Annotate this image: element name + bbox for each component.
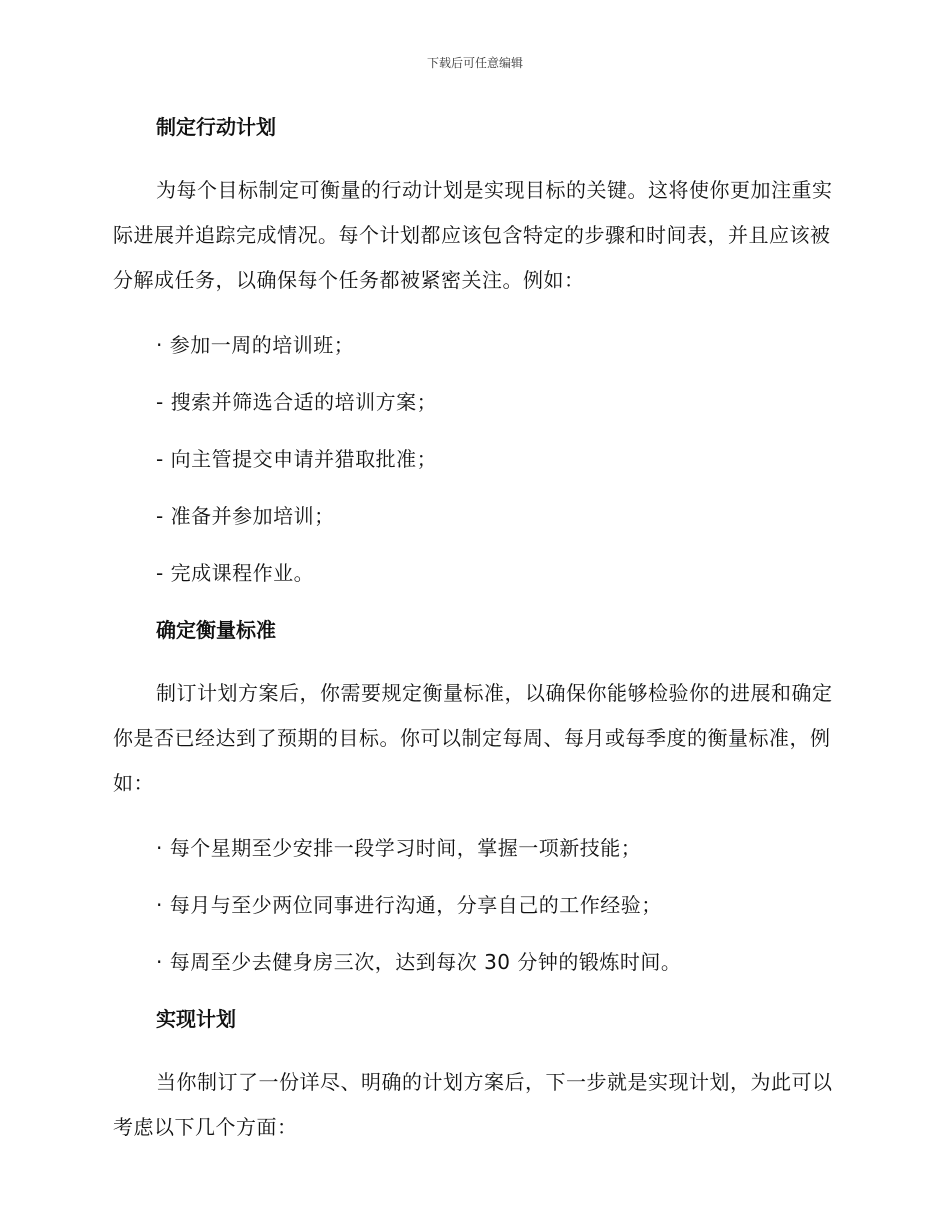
section-paragraph-implement: 当你制订了一份详尽、明确的计划方案后，下一步就是实现计划，为此可以考虑以下几个方面：: [113, 1070, 833, 1139]
section-heading-measurement: 确定衡量标准: [156, 618, 276, 642]
section-paragraph-action-plan: 为每个目标制定可衡量的行动计划是实现目标的关键。这将使你更加注重实际进展并追踪完成情况。每个计划都应该包含特定的步骤和时间表，并且应该被分解成任务，以确保每个任务都被紧密关注。例如：: [113, 178, 833, 292]
list-item: · 参加一周的培训班；: [156, 333, 355, 357]
list-item: · 每月与至少两位同事进行沟通，分享自己的工作经验；: [156, 893, 662, 917]
list-item: · 每周至少去健身房三次，达到每次 30 分钟的锻炼时间。: [156, 950, 682, 974]
document-body: [113, 112, 833, 1150]
list-item: - 向主管提交申请并猎取批准；: [156, 447, 438, 471]
list-item: - 完成课程作业。: [156, 561, 315, 585]
list-item: - 搜索并筛选合适的培训方案；: [156, 390, 438, 414]
list-item: · 每个星期至少安排一段学习时间，掌握一项新技能；: [156, 836, 642, 860]
section-heading-action-plan: 制定行动计划: [156, 115, 276, 139]
section-paragraph-measurement: 制订计划方案后，你需要规定衡量标准，以确保你能够检验你的进展和确定你是否已经达到了预期的目标。你可以制定每周、每月或每季度的衡量标准，例如：: [113, 681, 833, 795]
list-item: - 准备并参加培训；: [156, 504, 335, 528]
section-heading-implement: 实现计划: [156, 1007, 236, 1031]
header-note: 下载后可任意编辑: [426, 56, 523, 70]
